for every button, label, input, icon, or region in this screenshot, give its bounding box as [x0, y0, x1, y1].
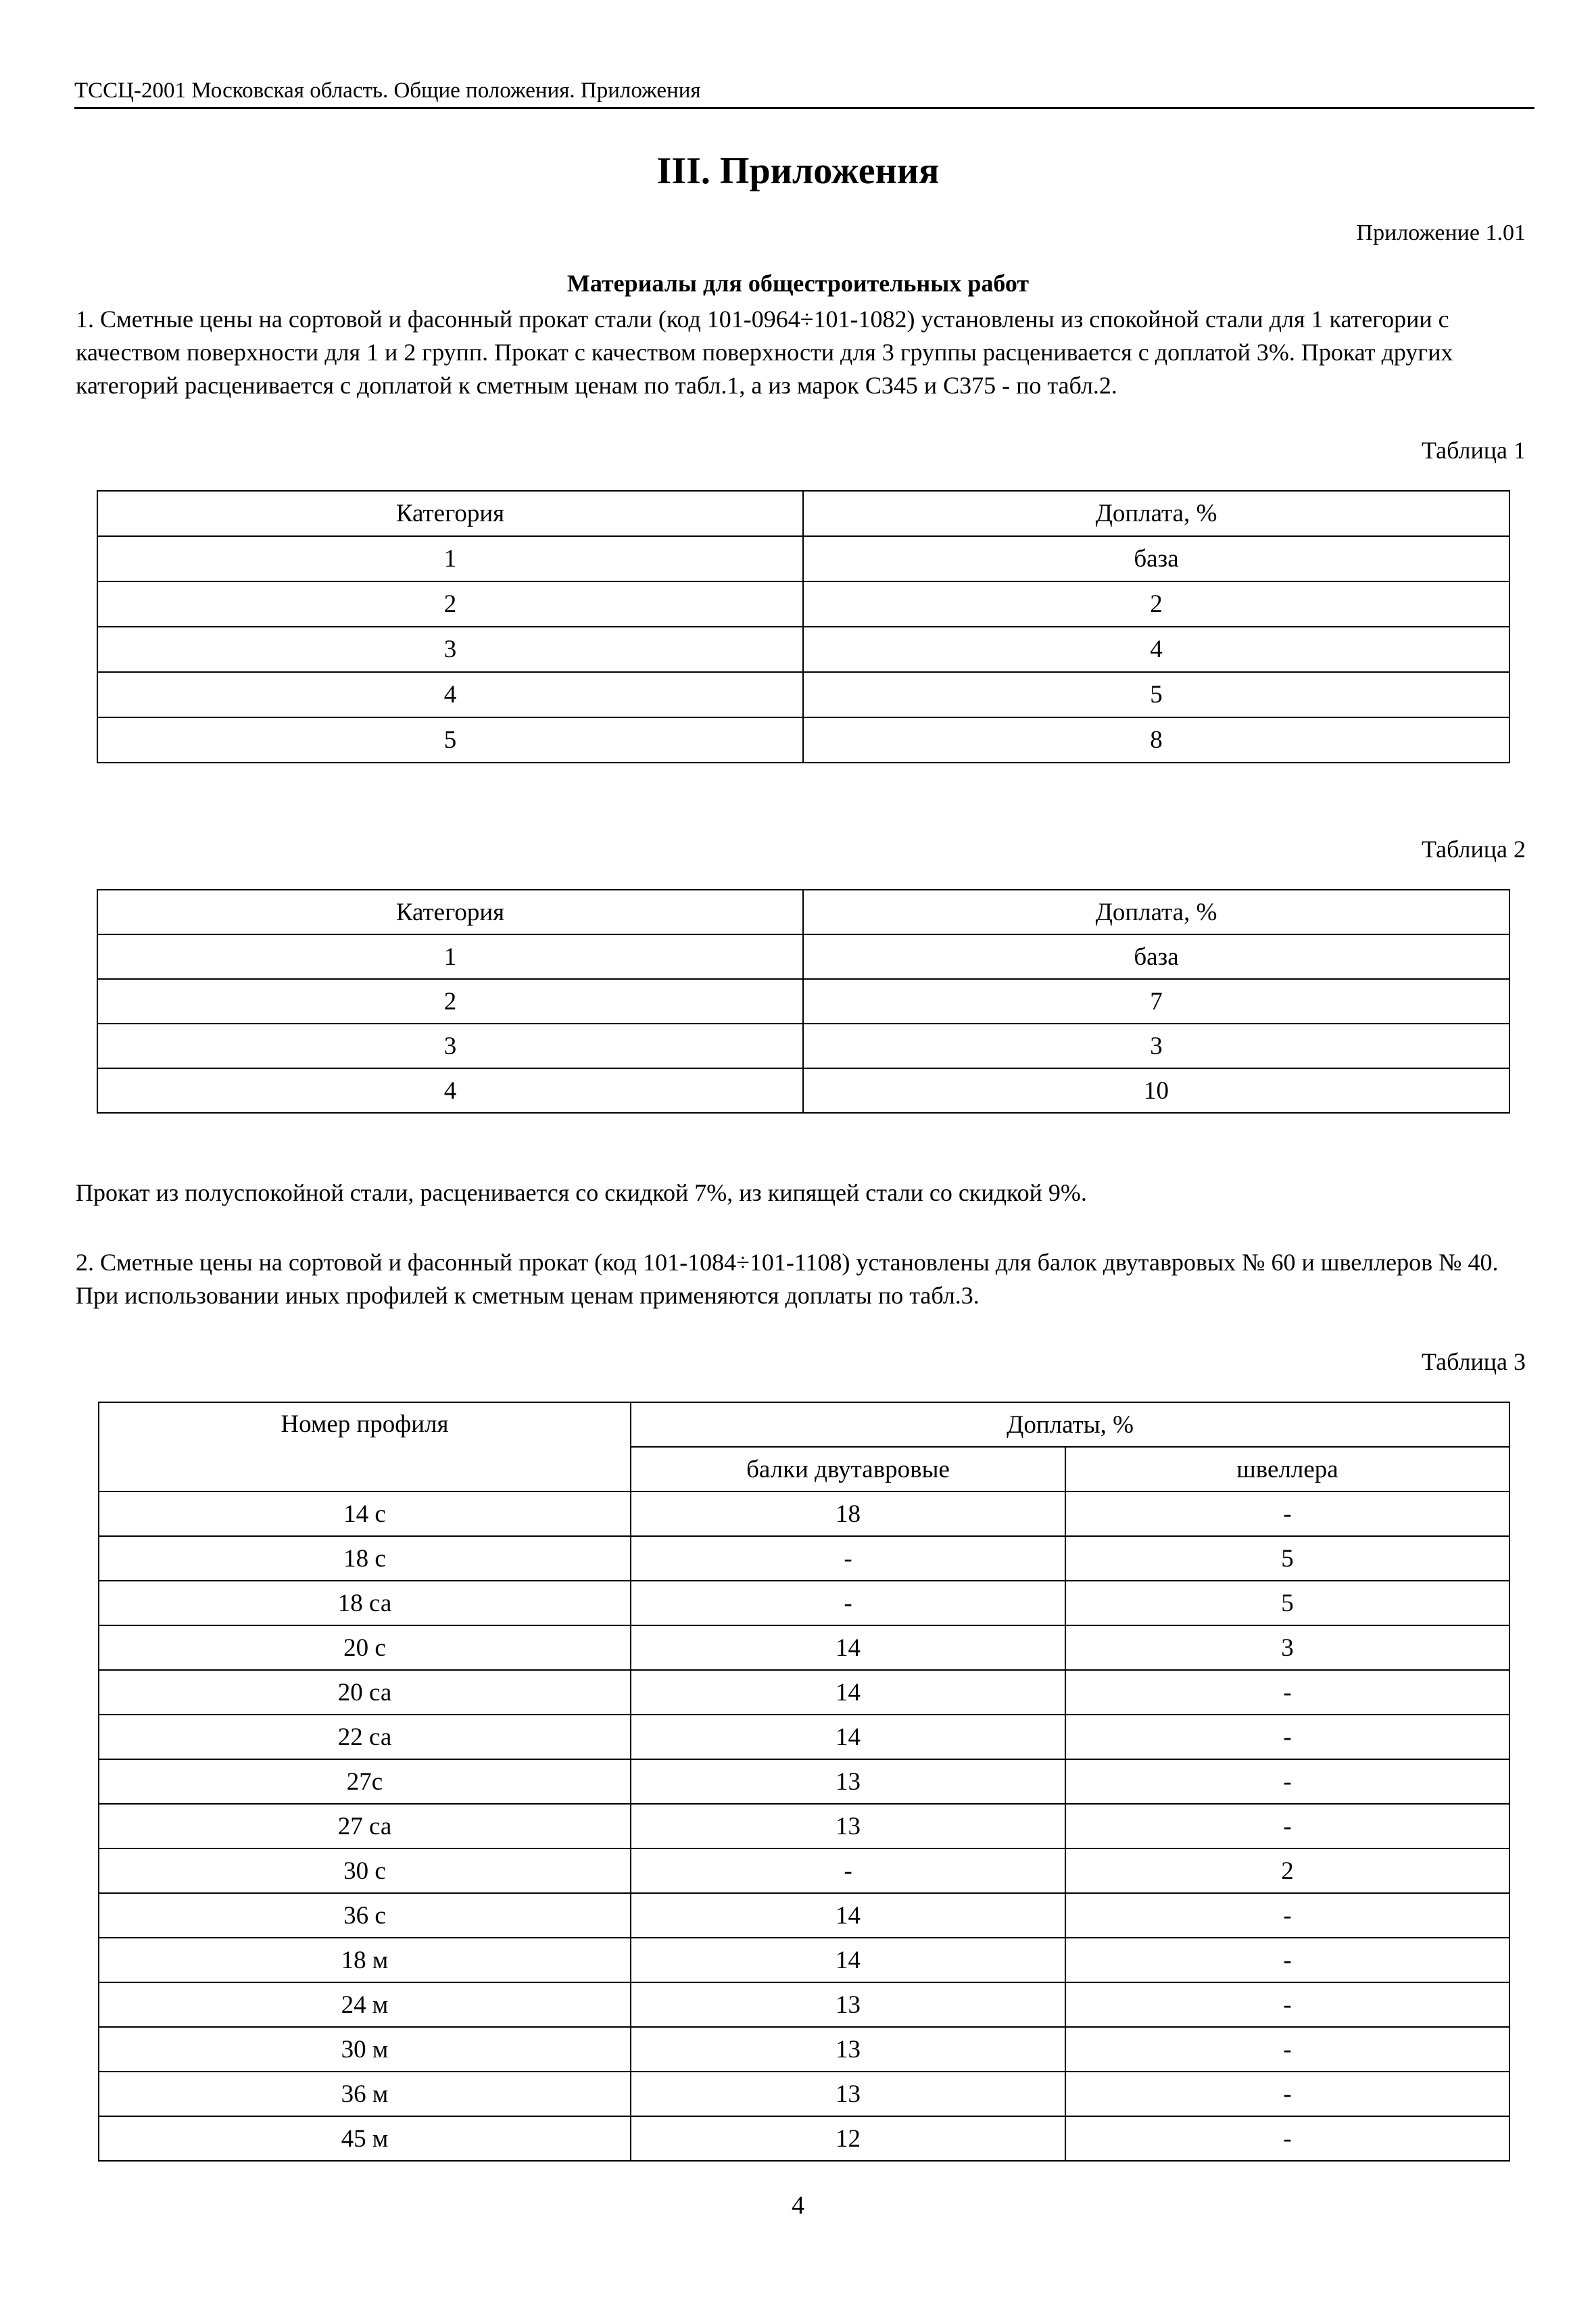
table-cell: 3 [1065, 1625, 1509, 1670]
paragraph-semikilled-steel: Прокат из полуспокойной стали, расценивается со скидкой 7%, из кипящей стали со скидкой 9%. [76, 1179, 1087, 1206]
table-cell: 36 с [99, 1893, 631, 1938]
table-cell: 14 с [99, 1491, 631, 1536]
table-cell: 4 [803, 627, 1509, 672]
table-cell: 14 [631, 1625, 1065, 1670]
table-cell: 3 [97, 1024, 803, 1068]
table-row [99, 1581, 1509, 1625]
table-cell: 30 м [99, 2027, 631, 2072]
table-cell: 3 [97, 627, 803, 672]
table-cell: 36 м [99, 2072, 631, 2116]
table-cell: 13 [631, 2072, 1065, 2116]
table-cell: 27 са [99, 1804, 631, 1848]
table-header-cell-beams: балки двутавровые [631, 1447, 1065, 1491]
subtitle: Материалы для общестроительных работ [566, 270, 1030, 297]
table-2-label: Таблица 2 [1422, 836, 1526, 863]
table-row [97, 536, 1509, 581]
table-header-cell: Категория [97, 890, 803, 934]
table-cell: - [1065, 1491, 1509, 1536]
table-cell: - [1065, 1670, 1509, 1715]
table-cell: 5 [1065, 1581, 1509, 1625]
table-row [97, 672, 1509, 717]
table-row [97, 979, 1509, 1024]
table-cell: 1 [97, 934, 803, 979]
table-cell: - [1065, 1804, 1509, 1848]
table-cell: 2 [803, 581, 1509, 627]
table-cell: 7 [803, 979, 1509, 1024]
table-cell: 14 [631, 1715, 1065, 1759]
table-2 [97, 889, 1510, 1114]
table-header-cell: Доплата, % [803, 890, 1509, 934]
table-cell: - [631, 1848, 1065, 1893]
table-cell: - [631, 1536, 1065, 1581]
table-cell: база [803, 934, 1509, 979]
table-cell: 14 [631, 1670, 1065, 1715]
page-number: 4 [792, 2191, 804, 2220]
table-cell: 13 [631, 1804, 1065, 1848]
table-3 [98, 1402, 1510, 2162]
table-cell: - [1065, 2072, 1509, 2116]
table-cell: - [1065, 1893, 1509, 1938]
table-cell: 13 [631, 2027, 1065, 2072]
table-row [99, 1982, 1509, 2027]
table-cell: - [631, 1581, 1065, 1625]
table-cell: 18 [631, 1491, 1065, 1536]
table-row [97, 581, 1509, 627]
table-1-label: Таблица 1 [1422, 437, 1526, 464]
table-cell: 45 м [99, 2116, 631, 2161]
table-row [99, 2116, 1509, 2161]
table-header-row [97, 491, 1509, 536]
table-cell: 20 с [99, 1625, 631, 1670]
table-row [97, 1024, 1509, 1068]
table-row [99, 1848, 1509, 1893]
table-row [99, 1536, 1509, 1581]
table-cell: 13 [631, 1982, 1065, 2027]
table-cell: 2 [97, 979, 803, 1024]
table-cell: 8 [803, 717, 1509, 763]
table-cell: 3 [803, 1024, 1509, 1068]
table-cell: 30 с [99, 1848, 631, 1893]
paragraph-2: 2. Сметные цены на сортовой и фасонный прокат (код 101-1084÷101-1108) установлены для балок двутавровых № 60 и швеллеров № 40. При использовании иных профилей к сметным ценам применяются доплаты по табл.3. [76, 1249, 1499, 1309]
table-row [97, 934, 1509, 979]
table-cell: - [1065, 1759, 1509, 1804]
table-cell: - [1065, 2027, 1509, 2072]
table-header-cell-channels: швеллера [1065, 1447, 1509, 1491]
table-cell: база [803, 536, 1509, 581]
table-row [97, 627, 1509, 672]
table-cell: 5 [97, 717, 803, 763]
table-header-cell: Доплата, % [803, 491, 1509, 536]
table-row [99, 1625, 1509, 1670]
table-cell: 24 м [99, 1982, 631, 2027]
running-header: ТССЦ-2001 Московская область. Общие положения. Приложения [74, 76, 1534, 109]
table-cell: 10 [803, 1068, 1509, 1113]
section-title: III. Приложения [656, 150, 940, 192]
table-cell: 5 [1065, 1536, 1509, 1581]
table-cell: 2 [97, 581, 803, 627]
table-cell: 1 [97, 536, 803, 581]
table-cell: 12 [631, 2116, 1065, 2161]
table-header-cell: Категория [97, 491, 803, 536]
table-header-cell-profile: Номер профиля [99, 1402, 631, 1491]
paragraph-1: 1. Сметные цены на сортовой и фасонный прокат стали (код 101-0964÷101-1082) установлены из спокойной стали для 1 категории с качеством поверхности для 1 и 2 групп. Прокат с качеством поверхности для 3 группы расценивается с доплатой 3%. Прокат других категорий расценивается с доплатой к сметным ценам по табл.1, а из марок С345 и С375 - по табл.2. [76, 306, 1453, 399]
table-row [97, 1068, 1509, 1113]
table-row [99, 2027, 1509, 2072]
table-row [99, 1893, 1509, 1938]
table-cell: 4 [97, 1068, 803, 1113]
table-cell: 18 са [99, 1581, 631, 1625]
table-cell: 18 с [99, 1536, 631, 1581]
table-cell: - [1065, 1982, 1509, 2027]
table-row [99, 1759, 1509, 1804]
table-1 [97, 490, 1510, 763]
table-row [99, 1670, 1509, 1715]
table-cell: 13 [631, 1759, 1065, 1804]
table-header-row [97, 890, 1509, 934]
table-cell: 5 [803, 672, 1509, 717]
annex-number: Приложение 1.01 [1356, 220, 1526, 245]
table-cell: - [1065, 1938, 1509, 1982]
table-row [97, 717, 1509, 763]
table-cell: 2 [1065, 1848, 1509, 1893]
table-row [99, 1938, 1509, 1982]
table-cell: - [1065, 2116, 1509, 2161]
table-row [99, 1804, 1509, 1848]
table-header-row [99, 1402, 1509, 1447]
table-cell: 18 м [99, 1938, 631, 1982]
table-row [99, 2072, 1509, 2116]
table-row [99, 1491, 1509, 1536]
table-cell: 27с [99, 1759, 631, 1804]
table-row [99, 1715, 1509, 1759]
table-cell: 22 са [99, 1715, 631, 1759]
table-cell: 14 [631, 1938, 1065, 1982]
table-header-cell-surcharge: Доплаты, % [631, 1402, 1509, 1447]
table-cell: - [1065, 1715, 1509, 1759]
table-cell: 14 [631, 1893, 1065, 1938]
table-3-label: Таблица 3 [1422, 1348, 1526, 1375]
table-cell: 20 са [99, 1670, 631, 1715]
table-cell: 4 [97, 672, 803, 717]
